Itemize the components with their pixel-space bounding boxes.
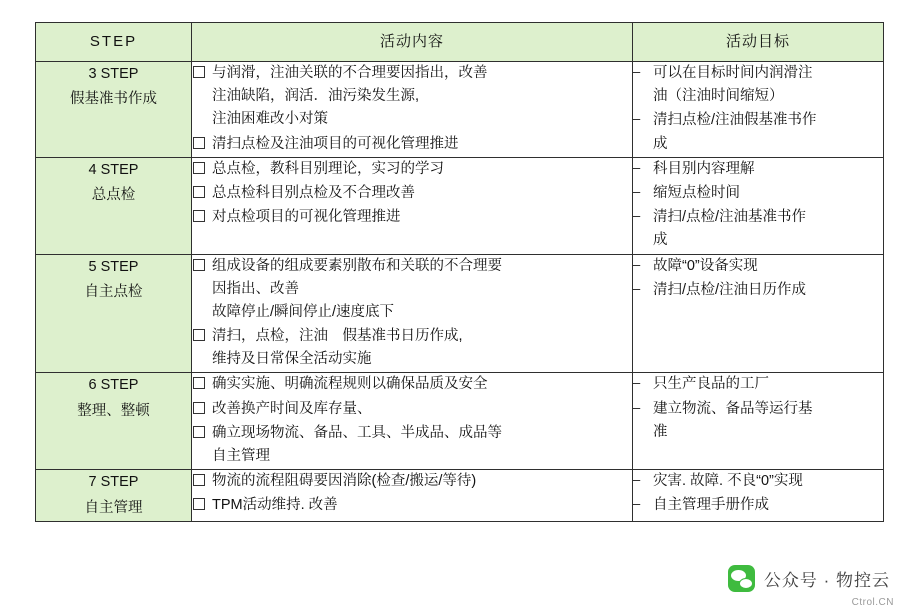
content-cell xyxy=(192,62,633,158)
list-item xyxy=(192,494,632,517)
watermark-label: Ctrol.CN xyxy=(851,597,894,608)
content-cell xyxy=(192,373,633,470)
checkbox-icon xyxy=(193,498,205,510)
list-item-line: 清扫点检及注油项目的可视化管理推进 xyxy=(212,135,459,152)
list-item-line: 油（注油时间缩短） xyxy=(653,88,784,105)
list-item xyxy=(192,470,632,493)
list-item-line: 成 xyxy=(653,135,668,152)
wechat-icon xyxy=(728,565,755,592)
list-item-line: 准 xyxy=(653,423,668,440)
checkbox-icon xyxy=(193,377,205,389)
step-cell xyxy=(36,373,192,470)
checkbox-icon xyxy=(193,186,205,198)
list-item xyxy=(633,109,883,155)
dash-icon: – xyxy=(633,496,641,512)
column-header-goal-label: 活动目标 xyxy=(725,33,790,50)
step-cell xyxy=(36,254,192,373)
checkbox-icon xyxy=(193,137,205,149)
list-item-line: 改善换产时间及库存量、 xyxy=(212,400,372,417)
column-header-step-label: STEP xyxy=(89,33,138,50)
column-header-content-label: 活动内容 xyxy=(379,33,444,50)
list-item xyxy=(633,158,883,181)
table-header xyxy=(36,23,884,62)
dash-icon: – xyxy=(633,280,641,296)
list-item-line: 物流的流程阻碍要因消除(检查/搬运/等待) xyxy=(212,473,477,490)
list-item-line: 自主管理 xyxy=(212,448,270,464)
content-cell-list xyxy=(192,255,632,372)
checkbox-icon xyxy=(193,66,205,78)
content-cell xyxy=(192,157,633,254)
list-item-line: 清扫，点检，注油 假基准书日历作成, xyxy=(212,328,463,345)
list-item-line: 故障“0”设备实现 xyxy=(653,257,758,274)
dash-icon: – xyxy=(633,64,641,79)
goal-cell xyxy=(633,62,884,158)
list-item xyxy=(192,62,632,132)
list-item-line: 注油困难改小对策 xyxy=(212,111,328,128)
checkbox-icon xyxy=(193,426,205,438)
step-label-line: 5 STEP xyxy=(88,258,139,275)
checkbox-icon xyxy=(193,162,205,174)
table-row xyxy=(36,254,884,373)
list-item-line: 清扫/点检/注油基准书作 xyxy=(653,209,807,226)
list-item-line: 注油缺陷，润活．油污染发生源, xyxy=(212,88,420,105)
goal-cell-list xyxy=(633,470,883,517)
goal-cell xyxy=(633,470,884,522)
list-item-line: 对点检项目的可视化管理推进 xyxy=(212,209,401,226)
dash-icon: – xyxy=(633,256,641,272)
column-header-goal xyxy=(633,23,884,62)
list-item xyxy=(192,206,632,229)
goal-cell-list xyxy=(633,255,883,302)
list-item xyxy=(192,182,632,205)
list-item-line: 灾害. 故障. 不良“0”实现 xyxy=(653,473,803,490)
step-label-line: 7 STEP xyxy=(88,474,139,491)
table-header-row xyxy=(36,23,884,62)
list-item-line: 确立现场物流、备品、工具、半成品、成品等 xyxy=(212,424,502,441)
checkbox-icon xyxy=(193,329,205,341)
list-item xyxy=(192,422,632,468)
list-item xyxy=(633,182,883,205)
content-cell-list xyxy=(192,158,632,230)
content-cell xyxy=(192,254,633,373)
content-cell-list xyxy=(192,62,632,156)
list-item xyxy=(633,206,883,252)
step-cell xyxy=(36,62,192,158)
content-cell-list xyxy=(192,373,632,468)
list-item-line: 与润滑，注油关联的不合理要因指出，改善 xyxy=(212,65,488,81)
list-item-line: 组成设备的组成要素别散布和关联的不合理要 xyxy=(212,257,502,274)
list-item xyxy=(633,62,883,108)
content-cell xyxy=(192,470,633,522)
checkbox-icon xyxy=(193,402,205,414)
checkbox-icon xyxy=(193,210,205,222)
list-item-line: 成 xyxy=(653,232,668,249)
list-item xyxy=(192,373,632,396)
goal-cell xyxy=(633,157,884,254)
list-item-line: 总点检，教科目别理论，实习的学习 xyxy=(212,160,444,177)
list-item-line: 维持及日常保全活动实施 xyxy=(212,351,372,368)
checkbox-icon xyxy=(193,474,205,486)
list-item xyxy=(633,470,883,493)
table-body xyxy=(36,62,884,522)
table-row xyxy=(36,157,884,254)
list-item-line: 清扫点检/注油假基准书作 xyxy=(653,112,817,129)
step-label-line: 4 STEP xyxy=(88,161,139,178)
table-row xyxy=(36,470,884,522)
table-row xyxy=(36,62,884,158)
step-cell xyxy=(36,470,192,522)
list-item xyxy=(192,158,632,181)
dash-icon: – xyxy=(633,208,641,224)
footer-logo-label: 公众号 · 物控云 xyxy=(763,571,890,590)
list-item-line: 科目别内容理解 xyxy=(653,160,755,177)
table-row xyxy=(36,373,884,470)
list-item xyxy=(633,279,883,302)
step-cell xyxy=(36,157,192,254)
list-item-line: 建立物流、备品等运行基 xyxy=(653,400,813,417)
list-item xyxy=(633,398,883,444)
list-item xyxy=(192,398,632,421)
list-item xyxy=(192,133,632,156)
tpm-step-table xyxy=(35,22,884,522)
list-item xyxy=(633,494,883,517)
footer-logo xyxy=(728,565,890,592)
list-item-line: 总点检科目别点检及不合理改善 xyxy=(212,184,415,201)
list-item-line: 只生产良品的工厂 xyxy=(653,376,769,393)
content-cell-list xyxy=(192,470,632,517)
list-item-line: 确实实施、明确流程规则以确保品质及安全 xyxy=(212,376,488,393)
step-label-line: 假基准书作成 xyxy=(70,91,157,108)
list-item xyxy=(633,373,883,396)
list-item-line: 故障停止/瞬间停止/速度底下 xyxy=(212,303,395,320)
list-item xyxy=(192,325,632,371)
goal-cell-list xyxy=(633,62,883,156)
list-item-line: 因指出、改善 xyxy=(212,280,299,297)
step-label-line: 自主点检 xyxy=(84,283,143,300)
list-item-line: 清扫/点检/注油日历作成 xyxy=(653,281,807,298)
dash-icon: – xyxy=(633,472,641,488)
goal-cell-list xyxy=(633,373,883,444)
step-label-line: 自主管理 xyxy=(84,499,143,516)
list-item xyxy=(633,255,883,278)
list-item-line: 可以在目标时间内润滑注 xyxy=(653,65,813,81)
goal-cell xyxy=(633,373,884,470)
list-item-line: TPM活动维持. 改善 xyxy=(212,497,338,514)
dash-icon: – xyxy=(633,183,641,199)
checkbox-icon xyxy=(193,259,205,271)
column-header-content xyxy=(192,23,633,62)
step-label-line: 总点检 xyxy=(91,187,136,204)
list-item-line: 缩短点检时间 xyxy=(653,184,740,201)
goal-cell-list xyxy=(633,158,883,253)
dash-icon: – xyxy=(633,111,641,127)
dash-icon: – xyxy=(633,375,641,391)
step-label-line: 3 STEP xyxy=(88,66,139,82)
dash-icon: – xyxy=(633,159,641,175)
list-item xyxy=(192,255,632,325)
dash-icon: – xyxy=(633,399,641,415)
goal-cell xyxy=(633,254,884,373)
list-item-line: 自主管理手册作成 xyxy=(653,497,769,514)
step-label-line: 整理、整顿 xyxy=(77,402,150,419)
step-label-line: 6 STEP xyxy=(88,377,139,394)
column-header-step xyxy=(36,23,192,62)
